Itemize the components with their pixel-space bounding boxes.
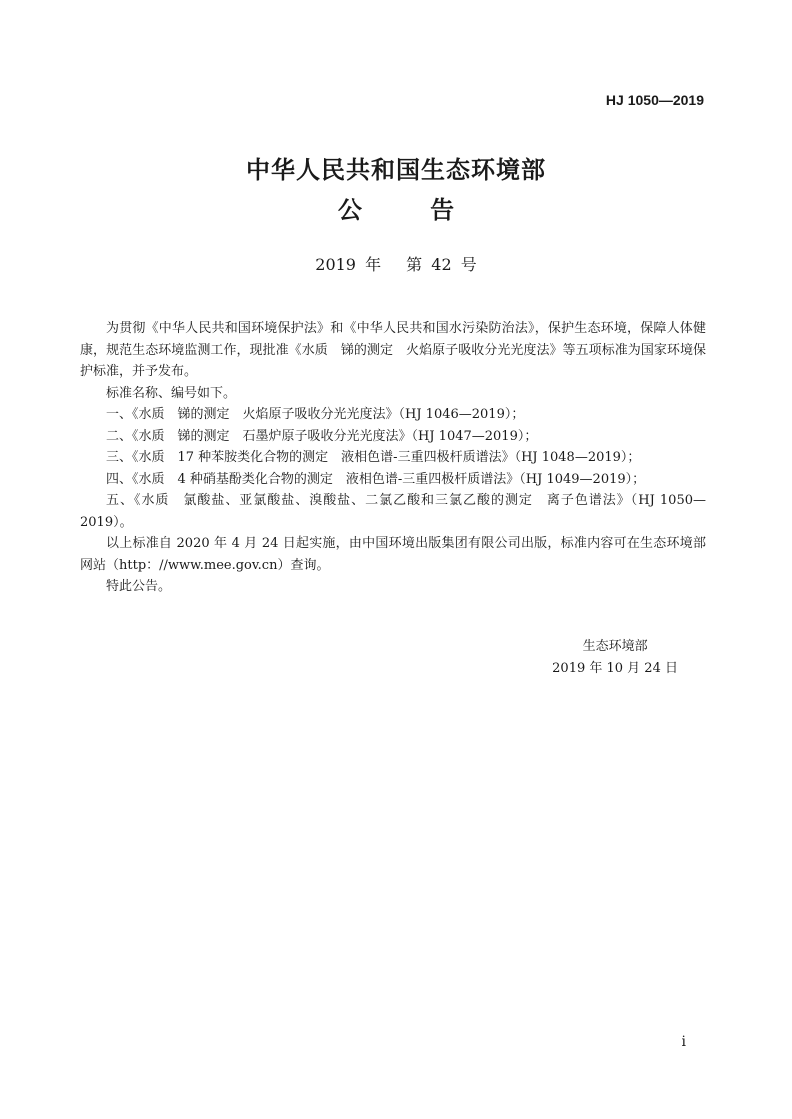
issue-number: 第 42 号 — [406, 255, 477, 274]
signature-block — [552, 636, 678, 679]
announcement-body — [80, 318, 706, 598]
closing-line: 特此公告。 — [106, 579, 172, 594]
intro-paragraph: 为贯彻《中华人民共和国环境保护法》和《中华人民共和国水污染防治法》，保护生态环境，保障人体健康，规范生态环境监测工作，现批准《水质 锑的测定 火焰原子吸收分光光度法》等五项标准为国家环境保护标准，并予发布。 — [80, 321, 706, 379]
issue-line — [0, 252, 792, 275]
standard-item: 四、《水质 4 种硝基酚类化合物的测定 液相色谱-三重四极杆质谱法》（HJ 1049—2019）； — [106, 471, 646, 487]
standard-item: 五、《水质 氯酸盐、亚氯酸盐、溴酸盐、二氯乙酸和三氯乙酸的测定 离子色谱法》（HJ 1050—2019）。 — [80, 493, 706, 530]
page-number: i — [681, 1034, 686, 1050]
issue-date: 2019 年 10 月 24 日 — [552, 660, 678, 676]
standard-item: 一、《水质 锑的测定 火焰原子吸收分光光度法》（HJ 1046—2019）； — [106, 407, 525, 422]
issue-year: 2019 年 — [315, 255, 382, 274]
agency-title: 中华人民共和国生态环境部 — [246, 156, 546, 184]
standard-item: 三、《水质 17 种苯胺类化合物的测定 液相色谱-三重四极杆质谱法》（HJ 1048—2019）； — [106, 450, 641, 465]
list-intro: 标准名称、编号如下。 — [106, 385, 237, 401]
standard-code: HJ 1050—2019 — [605, 92, 704, 108]
implementation-paragraph: 以上标准自 2020 年 4 月 24 日起实施，由中国环境出版集团有限公司出版，标准内容可在生态环境部网站（http：//www.mee.gov.cn）查询。 — [80, 536, 706, 573]
document-type: 公 告 — [337, 196, 485, 224]
issuer-name: 生态环境部 — [582, 639, 648, 654]
standard-item: 二、《水质 锑的测定 石墨炉原子吸收分光光度法》（HJ 1047—2019）； — [106, 428, 538, 444]
